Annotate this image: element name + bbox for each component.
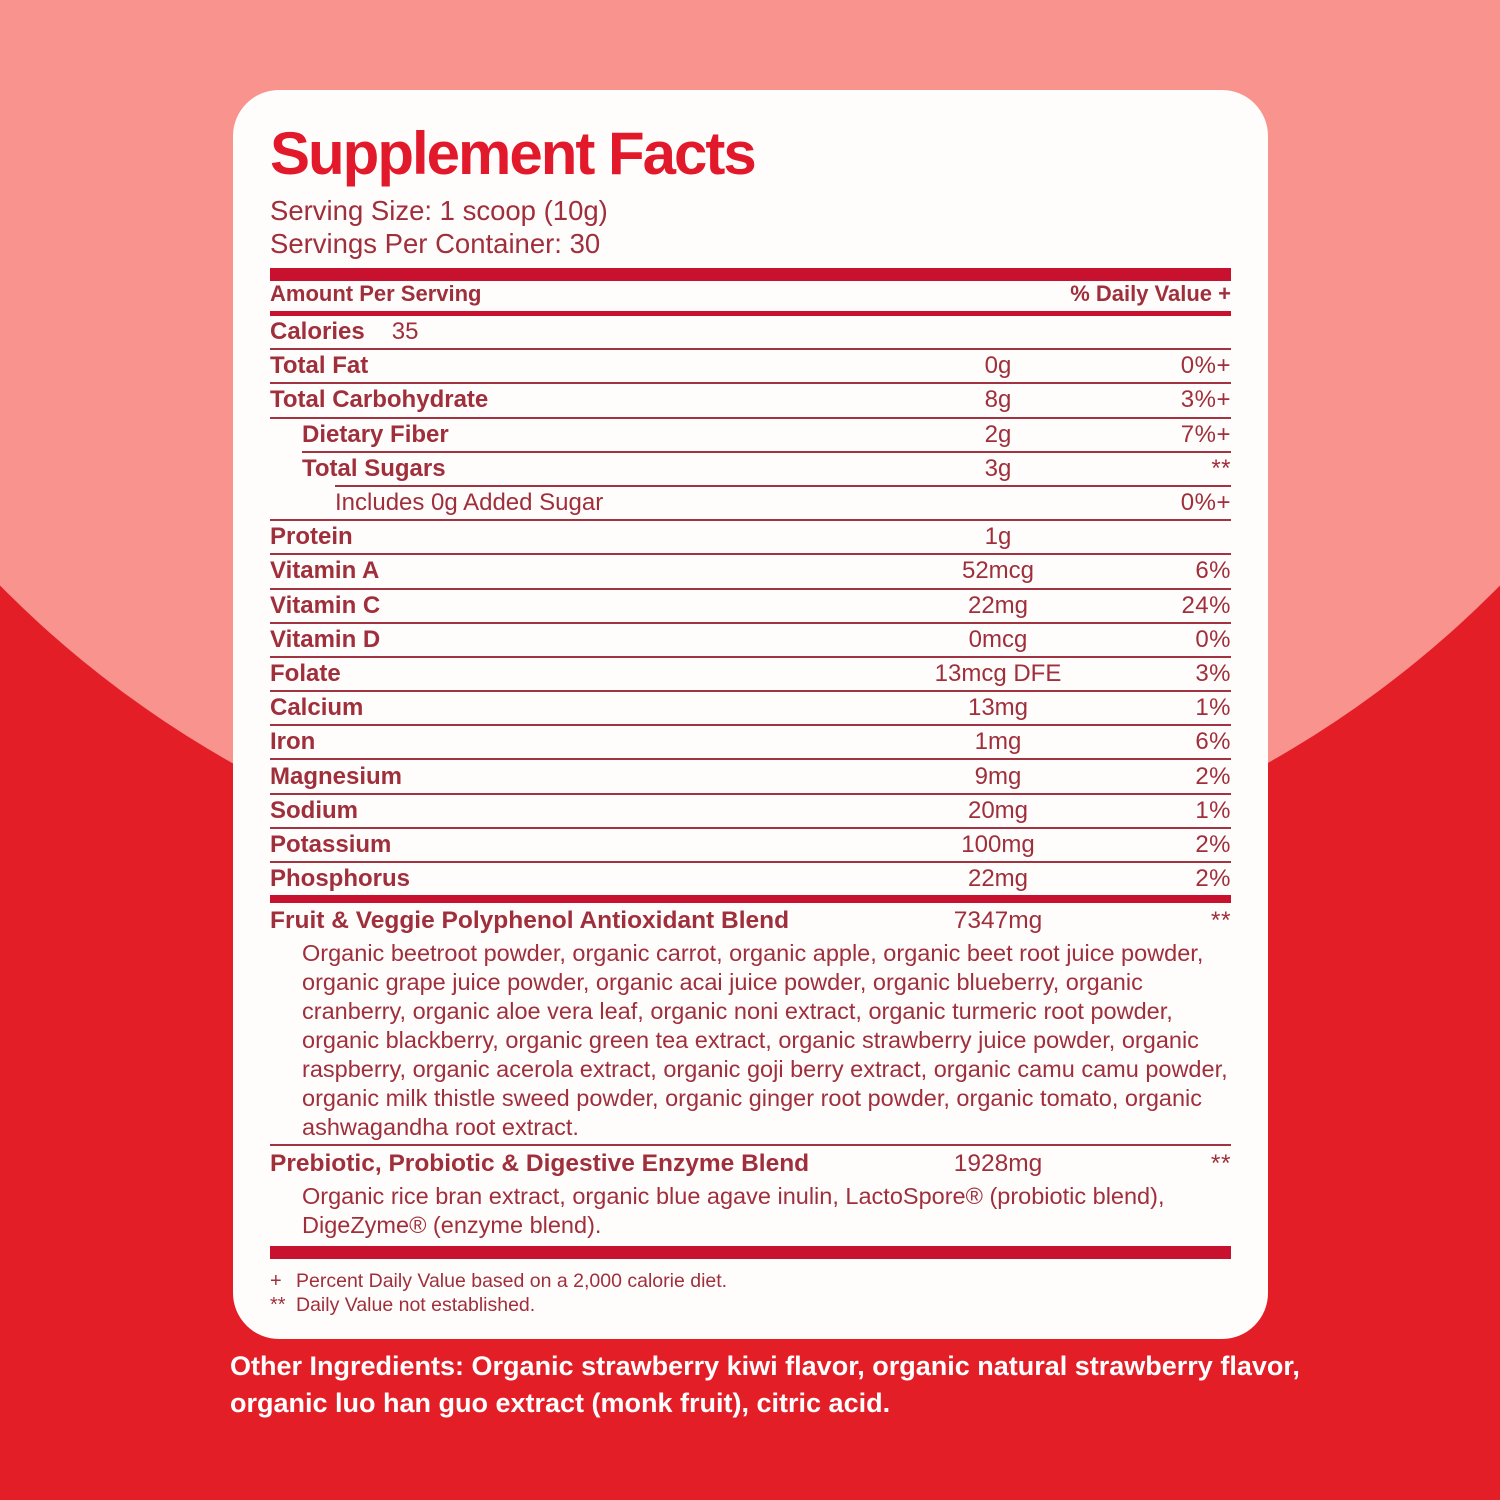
nutrient-label: Protein <box>270 523 353 551</box>
nutrient-label: Phosphorus <box>270 865 411 893</box>
blend-name: Fruit & Veggie Polyphenol Antioxidant Blend <box>270 907 790 935</box>
nutrient-amount: 3g <box>984 454 1012 482</box>
nutrient-row <box>270 624 1231 656</box>
nutrient-row <box>270 350 1231 382</box>
footnote <box>270 1269 1231 1293</box>
footnotes <box>270 1269 1231 1317</box>
nutrient-daily-value: 3%+ <box>1180 386 1231 414</box>
nutrient-amount: 13mcg DFE <box>934 659 1062 687</box>
nutrient-label: Magnesium <box>270 762 403 790</box>
nutrient-label: Calcium <box>270 694 364 722</box>
daily-value-label: % Daily Value + <box>1070 281 1231 306</box>
nutrient-label: Total Sugars <box>302 454 446 482</box>
nutrient-row <box>270 658 1231 690</box>
nutrient-row <box>270 760 1231 792</box>
top-divider-bar <box>270 268 1231 281</box>
nutrient-amount: 9mg <box>974 762 1022 790</box>
nutrient-row <box>270 795 1231 827</box>
nutrient-amount: 20mg <box>967 796 1029 824</box>
nutrient-label: Total Fat <box>270 352 369 380</box>
nutrient-daily-value: 6% <box>1195 557 1231 585</box>
nutrient-daily-value: 6% <box>1195 728 1231 756</box>
nutrient-label: Folate <box>270 659 341 687</box>
nutrient-amount: 100mg <box>961 830 1035 858</box>
nutrient-daily-value: ** <box>1211 454 1231 482</box>
blend-header-row <box>270 1146 1231 1182</box>
blend-daily-value: ** <box>1210 907 1231 935</box>
nutrient-amount: 22mg <box>967 865 1029 893</box>
nutrient-daily-value: 0% <box>1195 625 1231 653</box>
nutrient-row <box>270 590 1231 622</box>
nutrient-daily-value: 7%+ <box>1180 420 1231 448</box>
blend-description: Organic beetroot powder, organic carrot, organic apple, organic beet root juice powder, organic grape juice powder, organic acai juice powder, organic blueberry, organic cranberry, organic aloe vera leaf, organic noni extract, organic turmeric root powder, organic blackberry, organic green tea extract, organic strawberry juice powder, organic raspberry, organic acerola extract, organic goji berry extract, organic camu camu powder, organic milk thistle sweed powder, organic ginger root powder, organic tomato, organic ashwagandha root extract. <box>302 940 1228 1141</box>
nutrient-label: Vitamin A <box>270 557 380 585</box>
nutrient-row <box>270 487 1231 519</box>
nutrient-daily-value: 1% <box>1195 694 1231 722</box>
bottom-divider-bar <box>270 1246 1231 1259</box>
nutrient-label: Includes 0g Added Sugar <box>335 489 604 517</box>
nutrient-row <box>270 316 1231 348</box>
facts-table-body <box>270 316 1231 895</box>
nutrient-amount: 2g <box>984 420 1012 448</box>
nutrient-label: Sodium <box>270 796 358 824</box>
nutrient-daily-value: 2% <box>1195 762 1231 790</box>
other-ingredients-text: Organic strawberry kiwi flavor, organic natural strawberry flavor, organic luo han guo extract (monk fruit), citric acid. <box>230 1351 1300 1418</box>
nutrient-row <box>270 384 1231 416</box>
nutrient-label: Calories 35 <box>270 318 419 346</box>
footnote-symbol: + <box>270 1270 282 1293</box>
nutrient-daily-value: 24% <box>1181 591 1231 619</box>
nutrient-row <box>270 726 1231 758</box>
nutrient-daily-value: 2% <box>1195 830 1231 858</box>
blend-name: Prebiotic, Probiotic & Digestive Enzyme Blend <box>270 1150 810 1178</box>
nutrient-daily-value: 1% <box>1195 796 1231 824</box>
nutrient-row <box>270 453 1231 485</box>
nutrient-row <box>270 829 1231 861</box>
blend-header-row <box>270 903 1231 939</box>
nutrient-daily-value: 2% <box>1195 865 1231 893</box>
footnote-text: Percent Daily Value based on a 2,000 calorie diet. <box>296 1270 728 1293</box>
nutrient-amount: 52mcg <box>961 557 1035 585</box>
nutrient-label: Iron <box>270 728 316 756</box>
nutrient-row <box>270 555 1231 587</box>
nutrient-row <box>270 863 1231 895</box>
nutrient-label: Potassium <box>270 830 392 858</box>
nutrient-row <box>270 521 1231 553</box>
footnote-symbol: ** <box>270 1294 286 1317</box>
footnote <box>270 1293 1231 1317</box>
blend-amount: 7347mg <box>953 907 1043 935</box>
table-header <box>270 281 1231 316</box>
blend-description: Organic rice bran extract, organic blue agave inulin, LactoSpore® (probiotic blend), DigeZyme® (enzyme blend). <box>302 1183 1165 1239</box>
nutrient-daily-value: 0%+ <box>1180 489 1231 517</box>
blend-daily-value: ** <box>1210 1150 1231 1178</box>
nutrient-amount: 22mg <box>967 591 1029 619</box>
nutrient-amount: 1mg <box>974 728 1022 756</box>
serving-size: Serving Size: 1 scoop (10g) <box>270 195 608 226</box>
nutrient-label: Total Carbohydrate <box>270 386 489 414</box>
nutrient-daily-value: 0%+ <box>1180 352 1231 380</box>
other-ingredients <box>230 1348 1320 1422</box>
other-ingredients-label: Other Ingredients: <box>230 1351 465 1381</box>
nutrient-row <box>270 692 1231 724</box>
nutrient-row <box>270 419 1231 451</box>
supplement-facts-panel <box>233 90 1268 1339</box>
nutrient-amount: 1g <box>984 523 1012 551</box>
nutrient-amount: 13mg <box>967 694 1029 722</box>
nutrient-label: Vitamin D <box>270 625 381 653</box>
nutrient-daily-value: 3% <box>1195 659 1231 687</box>
nutrient-inline-value: 35 <box>391 318 419 346</box>
servings-per-container: Servings Per Container: 30 <box>270 228 601 259</box>
panel-title: Supplement Facts <box>270 120 755 187</box>
mid-divider-bar <box>270 895 1231 903</box>
blend-sections <box>270 903 1231 1240</box>
nutrient-label: Vitamin C <box>270 591 381 619</box>
nutrient-label: Dietary Fiber <box>302 420 449 448</box>
nutrient-amount: 0mcg <box>968 625 1028 653</box>
amount-per-serving-label: Amount Per Serving <box>270 281 482 306</box>
footnote-text: Daily Value not established. <box>296 1294 536 1317</box>
blend-amount: 1928mg <box>953 1150 1043 1178</box>
nutrient-amount: 0g <box>984 352 1012 380</box>
nutrient-amount: 8g <box>984 386 1012 414</box>
